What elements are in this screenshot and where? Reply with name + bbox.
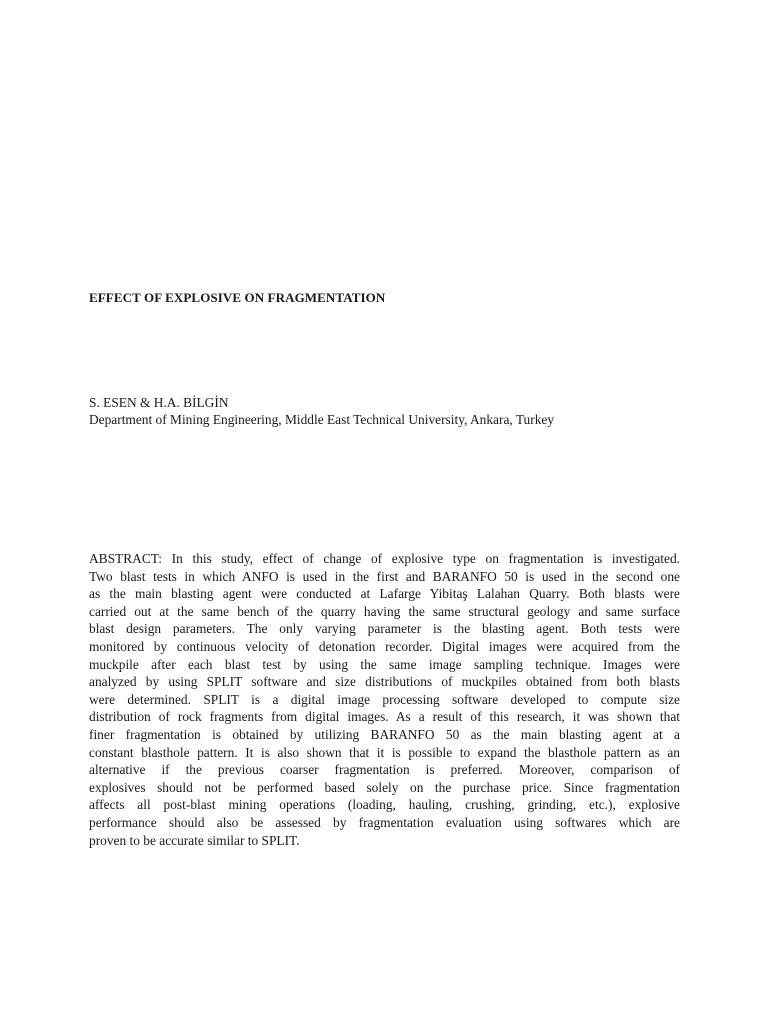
abstract-paragraph [89, 550, 680, 849]
abstract-line: carried out at the same bench of the quarry having the same structural geology and same surface [89, 603, 680, 619]
abstract-line: distribution of rock fragments from digital images. As a result of this research, it was shown that [89, 709, 680, 725]
abstract-line: Two blast tests in which ANFO is used in the first and BARANFO 50 is used in the second one [89, 568, 680, 584]
abstract-line: constant blasthole pattern. It is also shown that it is possible to expand the blasthole pattern as an [89, 744, 680, 760]
abstract-line: finer fragmentation is obtained by utilizing BARANFO 50 as the main blasting agent at a [89, 726, 680, 742]
abstract-line: muckpile after each blast test by using the same image sampling technique. Images were [89, 656, 680, 672]
abstract-line: monitored by continuous velocity of detonation recorder. Digital images were acquired from the [89, 638, 680, 654]
abstract-line: blast design parameters. The only varying parameter is the blasting agent. Both tests were [89, 621, 680, 637]
abstract-line: analyzed by using SPLIT software and size distributions of muckpiles obtained from both blasts [89, 674, 680, 690]
abstract-line: ABSTRACT: In this study, effect of change of explosive type on fragmentation is investigated. [89, 551, 680, 566]
paper-title: EFFECT OF EXPLOSIVE ON FRAGMENTATION [89, 290, 386, 305]
abstract-line: performance should also be assessed by fragmentation evaluation using softwares which are [89, 814, 680, 830]
paper-authors: S. ESEN & H.A. BİLGİN [89, 395, 229, 410]
abstract-line: affects all post-blast mining operations (loading, hauling, crushing, grinding, etc.), explosive [89, 797, 680, 813]
abstract-line: explosives should not be performed based solely on the purchase price. Since fragmentation [89, 779, 680, 795]
abstract-line: as the main blasting agent were conducted at Lafarge Yibitaş Lalahan Quarry. Both blasts were [89, 586, 680, 602]
abstract-line: proven to be accurate similar to SPLIT. [89, 832, 300, 848]
paper-affiliation: Department of Mining Engineering, Middle East Technical University, Ankara, Turkey [89, 412, 555, 427]
abstract-line: were determined. SPLIT is a digital image processing software developed to compute size [89, 691, 680, 707]
abstract-line: alternative if the previous coarser fragmentation is preferred. Moreover, comparison of [89, 762, 680, 778]
